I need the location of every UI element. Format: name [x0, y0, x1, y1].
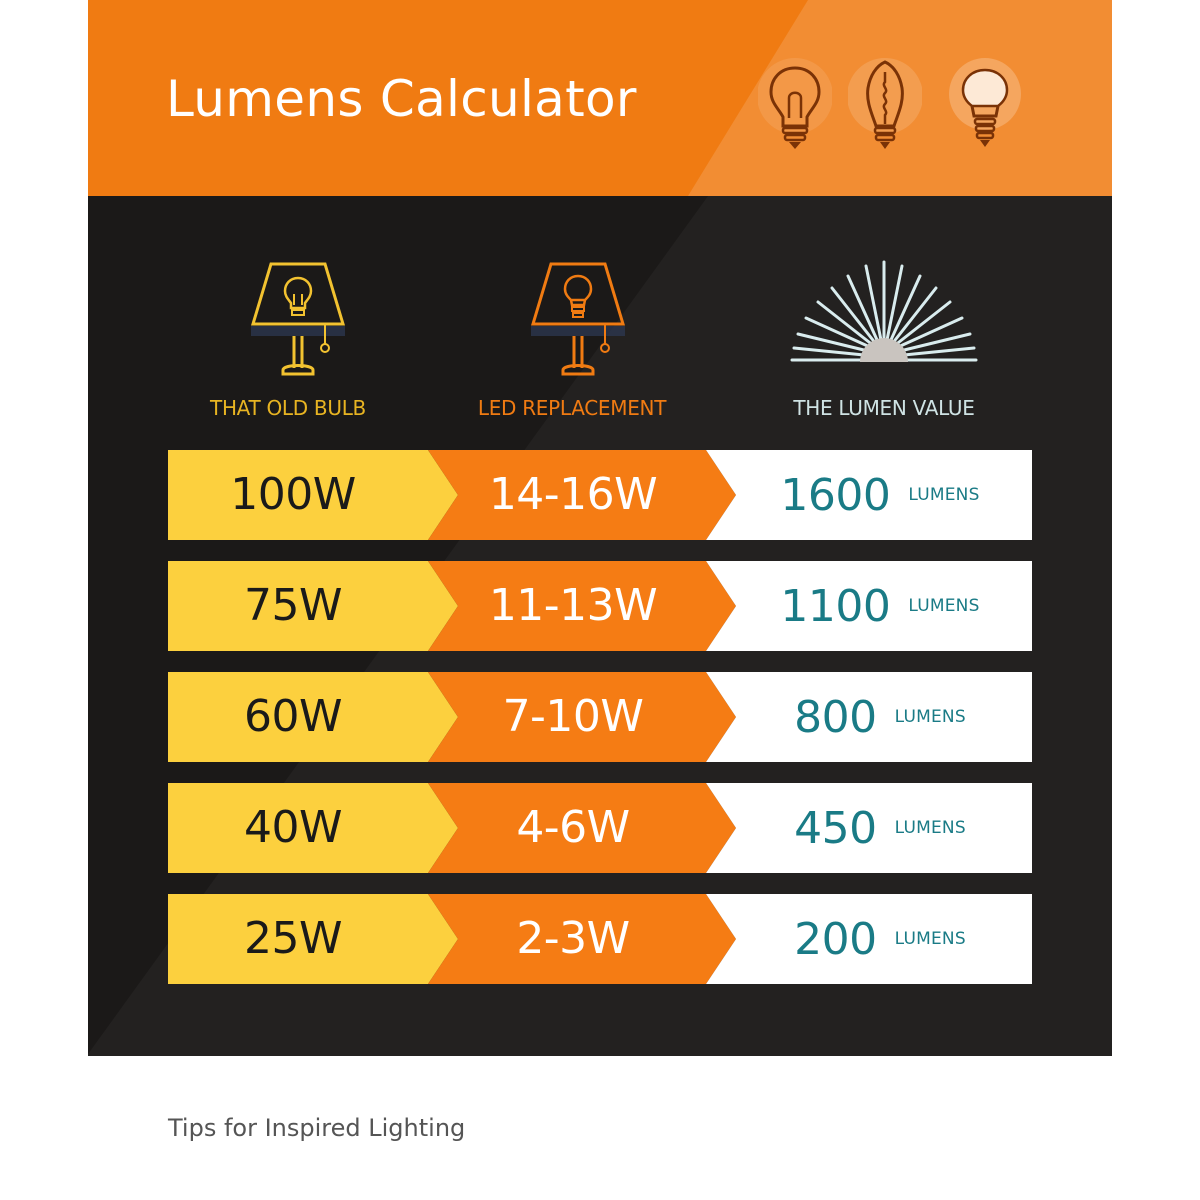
- light-rays-icon: [776, 256, 992, 376]
- lumen-unit: LUMENS: [908, 596, 980, 616]
- table-row: [168, 561, 1032, 651]
- led-watts: 14-16W: [488, 469, 658, 520]
- column-label-lumen-value: THE LUMEN VALUE: [793, 396, 975, 420]
- old-bulb-watts: 75W: [244, 580, 342, 631]
- header-banner: [88, 0, 1112, 196]
- led-watts: 7-10W: [502, 691, 644, 742]
- infographic-card: [88, 0, 1112, 1200]
- led-watts: 2-3W: [516, 913, 630, 964]
- lumen-value: 1100: [780, 580, 891, 632]
- led-watts: 11-13W: [488, 580, 658, 631]
- lumen-value: 200: [794, 913, 877, 965]
- lumen-unit: LUMENS: [894, 818, 966, 838]
- incandescent-bulb-icon: [758, 56, 832, 156]
- table-row: [168, 672, 1032, 762]
- lumen-value-group: [728, 561, 1032, 651]
- column-label-old-bulb: THAT OLD BULB: [210, 396, 366, 420]
- lumen-value: 800: [794, 691, 877, 743]
- led-watts: 4-6W: [516, 802, 630, 853]
- lamp-incandescent-icon: [243, 256, 353, 386]
- lamp-led-icon: [523, 256, 633, 386]
- lumen-unit: LUMENS: [894, 929, 966, 949]
- edison-filament-bulb-icon: [848, 56, 922, 156]
- lumen-unit: LUMENS: [908, 485, 980, 505]
- table-row: [168, 894, 1032, 984]
- comparison-panel: [88, 196, 1112, 1056]
- old-bulb-watts: 25W: [244, 913, 342, 964]
- lumen-value-group: [728, 450, 1032, 540]
- page-title: Lumens Calculator: [166, 70, 637, 128]
- table-row: [168, 783, 1032, 873]
- lumen-value-group: [728, 672, 1032, 762]
- lumen-value: 1600: [780, 469, 891, 521]
- old-bulb-watts: 40W: [244, 802, 342, 853]
- lumen-value-group: [728, 894, 1032, 984]
- footer-tagline: Tips for Inspired Lighting: [168, 1114, 466, 1142]
- table-row: [168, 450, 1032, 540]
- column-label-led-replacement: LED REPLACEMENT: [477, 396, 667, 420]
- old-bulb-watts: 60W: [244, 691, 342, 742]
- lumen-value: 450: [794, 802, 877, 854]
- lumen-unit: LUMENS: [894, 707, 966, 727]
- lumen-value-group: [728, 783, 1032, 873]
- led-bulb-icon: [948, 56, 1022, 156]
- old-bulb-watts: 100W: [230, 469, 356, 520]
